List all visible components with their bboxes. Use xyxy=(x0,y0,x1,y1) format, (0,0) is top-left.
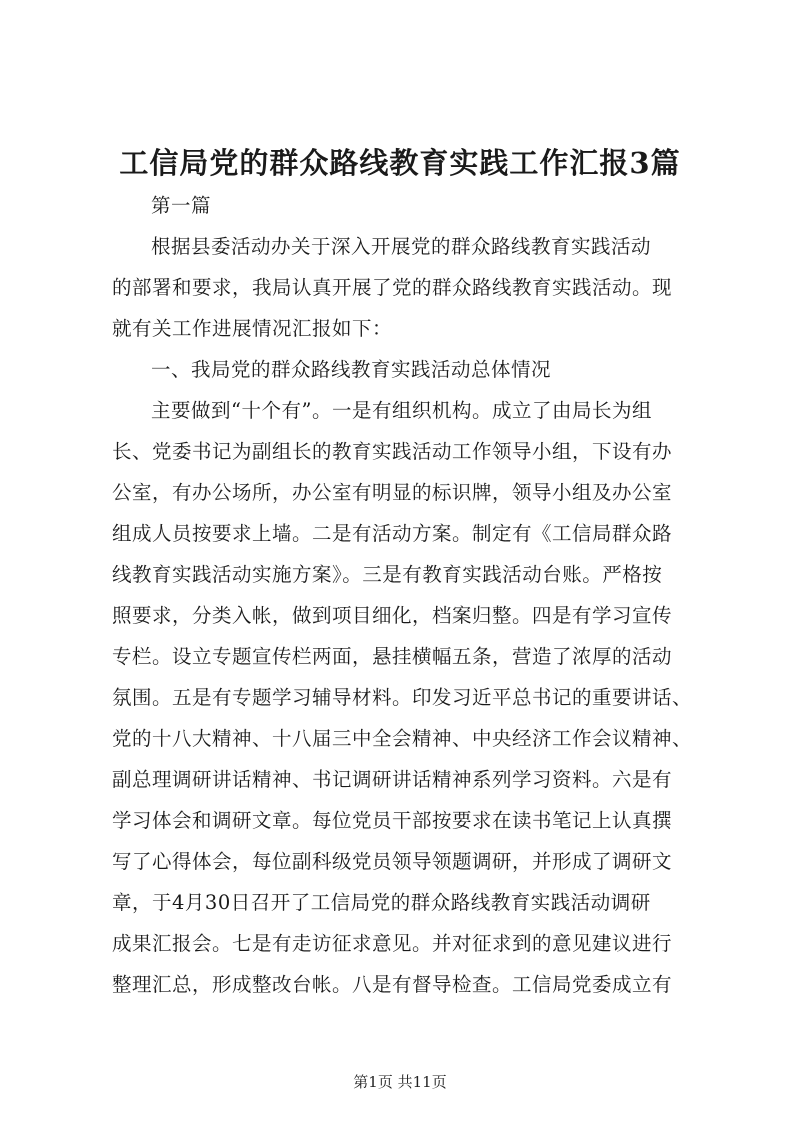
paragraph-line: 专栏。设立专题宣传栏两面，悬挂横幅五条，营造了浓厚的活动 xyxy=(112,645,673,668)
paragraph-line: 照要求，分类入帐，做到项目细化，档案归整。四是有学习宣传 xyxy=(112,604,673,627)
paragraph-line: 长、党委书记为副组长的教育实践活动工作领导小组，下设有办 xyxy=(112,440,673,463)
paragraph-line: 党的十八大精神、十八届三中全会精神、中央经济工作会议精神、 xyxy=(112,727,693,750)
paragraph-line: 成果汇报会。七是有走访征求意见。并对征求到的意见建议进行 xyxy=(112,932,673,955)
paragraph-line: 氛围。五是有专题学习辅导材料。印发习近平总书记的重要讲话、 xyxy=(112,686,693,709)
paragraph-line: 学习体会和调研文章。每位党员干部按要求在读书笔记上认真撰 xyxy=(112,809,673,832)
paragraph-line: 整理汇总，形成整改台帐。八是有督导检查。工信局党委成立有 xyxy=(112,973,673,996)
paragraph-line: 主要做到“十个有”。一是有组织机构。成立了由局长为组 xyxy=(151,399,652,422)
document-title: 工信局党的群众路线教育实践工作汇报3篇 xyxy=(119,146,681,180)
paragraph-line: 章，于4月30日召开了工信局党的群众路线教育实践活动调研 xyxy=(112,891,651,914)
paragraph-line: 线教育实践活动实施方案》。三是有教育实践活动台账。严格按 xyxy=(112,563,663,586)
paragraph-intro xyxy=(112,226,700,349)
paragraph-line: 组成人员按要求上墙。二是有活动方案。制定有《工信局群众路 xyxy=(112,522,673,545)
document-body xyxy=(112,185,700,1005)
paragraph-line: 写了心得体会，每位副科级党员领导领题调研，并形成了调研文 xyxy=(112,850,673,873)
paragraph-line: 副总理调研讲话精神、书记调研讲话精神系列学习资料。六是有 xyxy=(112,768,673,791)
paragraph-ten-haves xyxy=(112,390,700,1005)
paragraph-line: 公室，有办公场所，办公室有明显的标识牌，领导小组及办公室 xyxy=(112,481,673,504)
paragraph-line: 就有关工作进展情况汇报如下： xyxy=(112,317,393,340)
section-heading: 一、我局党的群众路线教育实践活动总体情况 xyxy=(151,358,552,381)
paragraph-line: 根据县委活动办关于深入开展党的群众路线教育实践活动 xyxy=(151,235,652,258)
paragraph-line: 的部署和要求，我局认真开展了党的群众路线教育实践活动。现 xyxy=(112,276,673,299)
page-footer: 第1页 共11页 xyxy=(353,1073,447,1091)
part-label: 第一篇 xyxy=(151,194,212,217)
